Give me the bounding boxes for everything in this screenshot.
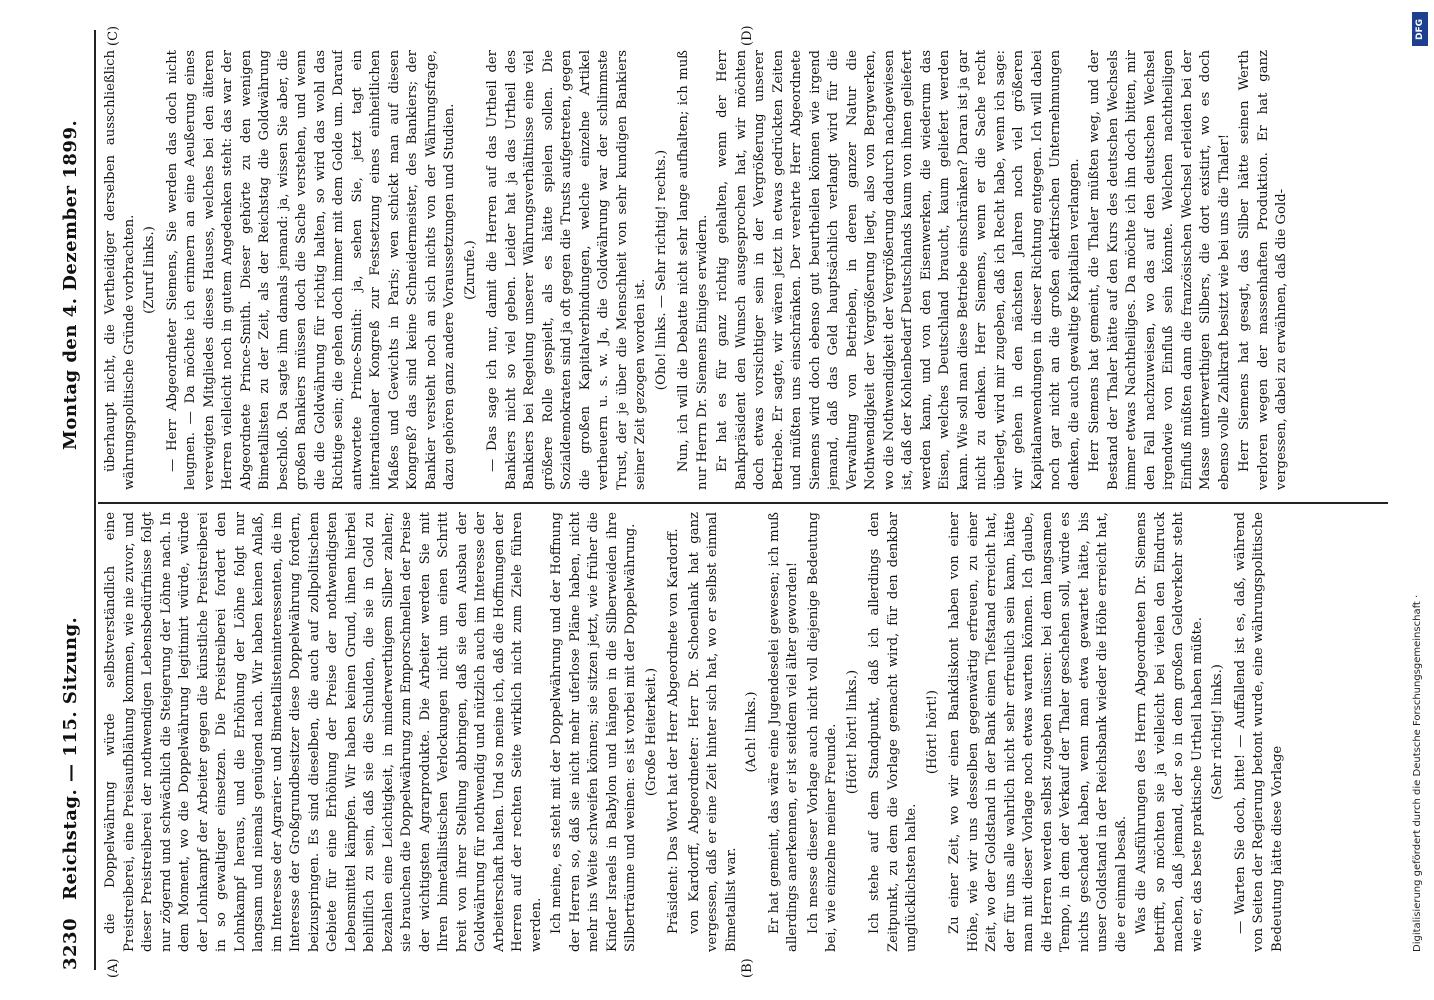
- digitization-stamp: [1410, 8, 1430, 998]
- dfg-logo-icon: DFG: [1412, 12, 1428, 46]
- page-number: 3230: [60, 917, 81, 970]
- paragraph: Herr Siemens hat gemeint, die Thaler müßten weg, und der Bestand der Thaler hätte auf den Kurs des deutschen Wechsels immer etwas Nachtheiliges. Da möchte ich ihn doch bitten, mir den Fall nachzuweisen, wo das auf den deutschen Wechsel irgendwie von Einfluß sein könnte. Welchen nachtheiligen Einfluß müßten dann die französischen Wechsel erleiden bei der Masse unterwerthigen Silbers, die dort existirt, wo es doch ebenso volle Zahlkraft besitzt wie bei uns die Thaler!: [1087, 50, 1232, 490]
- margin-letter-a: (A): [106, 958, 121, 978]
- paragraph: Was die Ausführungen des Herrn Abgeordneten Dr. Siemens betrifft, so möchten sie ja vielleicht bei vielen den Eindruck machen, daß jemand, der so in dem großen Geldverkehr steht wie er, das beste praktische Urtheil haben müßte.: [1134, 512, 1205, 952]
- interjection: (Hört! hört! links.): [844, 669, 860, 795]
- paragraph: Zu einer Zeit, wo wir einen Bankdiskont haben von einer Höhe, wie wir uns desselben gegenwärtig erfreuen, zu einer Zeit, wo der Goldstand in der Bank einen Tiefstand erreicht hat, der für uns alle wahrlich nicht sehr erfreulich sein kann, hätte man mit dieser Vorlage noch etwas warten können. Ich glaube, die Herren werden selbst zugeben müssen: bei dem langsamen Tempo, in dem der Verkauf der Thaler geschehen soll, würde es nichts geschadet haben, wenn man etwa gewartet hätte, bis unser Goldstand in der Reichsbank wieder die Höhe erreicht hat, die er einmal besaß.: [947, 512, 1129, 952]
- paragraph: — Warten Sie doch, bitte! — Auffallend ist es, daß, während von Seiten der Regierung betont wurde, eine währungspolitische Bedeutung hätte diese Vorlage: [1232, 512, 1285, 952]
- header-rule: [94, 30, 96, 970]
- paragraph: Präsident: Das Wort hat der Herr Abgeordnete von Kardorff.: [666, 528, 681, 934]
- session-title: Reichstag. — 115. Sitzung.: [60, 616, 81, 900]
- interjection: (Hört! hört!): [924, 689, 940, 775]
- paragraph: Ich meine, es steht mit der Doppelwährung und der Hoffnung der Herren so, daß sie nicht mehr uferlose Pläne haben, nicht mehr ins Weite schweifen können; sie sitzen jetzt, wie früher die Kinder Israels in Babylon und hängen in die Silberweiden ihre Silberträume und weinen: es ist vorbei mit der Doppelwährung.: [549, 512, 638, 952]
- paragraph: von Kardorff, Abgeordneter: Herr Dr. Schoenlank hat ganz vergessen, daß er eine Zeit hinter sich hat, wo er selbst einmal Bimetallist war.: [686, 512, 739, 952]
- digitization-credit: Digitalisierung gefördert durch die Deutsche Forschungsgemeinschaft ·: [1412, 594, 1423, 952]
- margin-letter-d: (D): [740, 25, 755, 46]
- margin-letter-b: (B): [740, 958, 755, 978]
- right-text-column: [102, 50, 1392, 490]
- paragraph: die Doppelwährung würde selbstverständlich eine Preistreiberei, eine Preisaufblähung kommen, wie nie zuvor, und dieser Preistreiberei der nothwendigen Lebensbedürfnisse folgt nur zögernd und schwächlich die Steigerung der Löhne nach. In dem Moment, wo die Doppelwährung legitimirt würde, würde der Lohnkampf der Arbeiter gegen die künstliche Preistreiberei in so gewaltiger einsetzen. Die Preistreiberei fordert den Lohnkampf heraus, und die Erhöhung der Löhne folgt nur langsam und niemals genügend nach. Wir haben keinen Anlaß, im Interesse der Agrarier- und Bimetallisteninteressenten, die im Interesse der Großgrundbesitzer diese Doppelwährung fordern, beizuspringen. Es sind dieselben, die auch auf zollpolitischem Gebiete für eine Erhöhung der Preise der nothwendigsten Lebensmittel kämpfen. Wir haben keinen Grund, ihnen hierbei behilflich zu sein, daß sie die Schulden, die sie in Gold zu bezahlen eine Leichtigkeit, in minderwerthigem Silber zahlen; sie brauchen die Doppelwährung zum Emporschnellen der Preise der wichtigsten Agrarprodukte. Die Arbeiter werden Sie mit Ihren bimetallistischen Verlockungen nicht um einen Schritt breit von ihrer Stellung abbringen, daß sie den Ausbau der Goldwährung für nothwendig und nützlich auch im Interesse der Arbeiterschaft halten. Und so meine ich, daß die Hoffnungen der Herren auf der rechten Seite wirklich nicht zum Ziele führen werden.: [103, 512, 544, 952]
- session-date: Montag den 4. Dezember 1899.: [60, 119, 81, 450]
- paragraph: Ich stehe auf dem Standpunkt, daß ich allerdings den Zeitpunkt, zu dem die Vorlage gemacht wird, für den denkbar unglücklichsten halte.: [867, 512, 919, 952]
- interjection: (Sehr richtig! links.): [1210, 664, 1225, 800]
- paragraph: überhaupt nicht, die Vertheidiger derselben ausschließlich währungspolitische Gründe vorbrachten.: [103, 50, 137, 490]
- interjection: (Zuruf links.): [142, 226, 157, 314]
- interjection: (Ach! links.): [744, 691, 759, 773]
- paragraph: Herr Siemens hat gesagt, das Silber hätte seinen Werth verloren wegen der massenhaften Produktion. Er hat ganz vergessen, dabei zu erwähnen, daß die Gold-: [1237, 50, 1289, 490]
- left-text-column: [102, 512, 1392, 952]
- paragraph: — Herr Abgeordneter Siemens, Sie werden das doch nicht leugnen. — Da möchte ich erinnern an eine Aeußerung eines verewigten Mitgliedes dieses Hauses, welches bei den älteren Herren vielleicht noch in gutem Angedenken steht: das war der Abgeordnete Prince-Smith. Dieser gehörte zu den wenigen Bimetallisten zu der Zeit, als der Reichstag die Goldwährung beschloß. Da sagte ihm damals jemand: ja, wissen Sie aber, die großen Bankiers müssen doch die Sache verstehen, und wenn die die Goldwährung für richtig halten, so wird das wohl das Richtige sein; die gehen doch immer mit dem Golde um. Darauf antwortete Prince-Smith: ja, sehen Sie, jetzt tagt ein internationaler Kongreß zur Festsetzung eines einheitlichen Maßes und Gewichts in Paris; wen schickt man auf diesen Kongreß? das sind keine Schneidermeister, des Bankiers; der Bankier versteht noch an sich nichts von der Währungsfrage, dazu gehören ganz andere Voraussetzungen und Studien.: [164, 50, 457, 490]
- interjection: (Oho! links. — Sehr richtig! rechts.): [653, 149, 669, 391]
- paragraph: Er hat gemeint, das wäre eine Jugendeselei gewesen; ich muß allerdings anerkennen, er ist seitdem viel älter geworden!: [766, 512, 800, 952]
- interjection: (Große Heiterkeit.): [643, 667, 659, 797]
- column-divider: [98, 502, 1388, 504]
- margin-letter-c: (C): [106, 25, 121, 46]
- interjection: (Zurufe.): [462, 240, 478, 300]
- paragraph: Er hat es für ganz richtig gehalten, wenn der Herr Bankpräsident den Wunsch ausgesprochen hat, wir möchten doch etwas vorsichtiger sein in der Vergrößerung unserer Betriebe. Er sagte, wir wären jetzt in etwas gedrückten Zeiten und müßten uns einschränken. Der verehrte Herr Abgeordnete Siemens wird doch ebenso gut beurtheilen können wie irgend jemand, daß das Geld hauptsächlich verlangt wird für die Verwaltung von Betrieben, in deren ganzer Natur die Nothwendigkeit der Vergrößerung liegt, also von Bergwerken, wo die Nothwendigkeit der Vergrößerung dadurch nachgewiesen ist, daß der Kohlenbedarf Deutschlands kaum von ihnen geliefert werden kann, und von den Eisenwerken, die wiederum das Eisen, welches Deutschland braucht, kaum geliefert werden kann. Wie soll man diese Betriebe einschränken? Daran ist ja gar nicht zu denken. Herr Siemens, wenn er die Sache recht überlegt, wird mir zugeben, daß ich Recht habe, wenn ich sage: wir gehen in den nächsten Jahren noch viel größeren Kapitalanwendungen in dieser Richtung entgegen. Ich will dabei noch gar nicht an die großen elektrischen Unternehmungen denken, die auch gewaltige Kapitalien verlangen.: [715, 50, 1082, 490]
- paragraph: Ich messe dieser Vorlage auch nicht voll diejenige Bedeutung bei, wie einzelne meiner Freunde.: [805, 512, 839, 952]
- paragraph: — Das sage ich nur, damit die Herren auf das Urtheil der Bankiers nicht so viel geben. Leider hat ja das Urtheil des Bankiers bei Regelung unserer Währungsverhältnisse eine viel größere Rolle gespielt, als es hätte spielen sollen. Die Sozialdemokraten sind ja oft gegen die Trusts aufgetreten, gegen die großen Kapitalverbindungen, welche einzelne Artikel vertheuern u. s. w. Ja, die Goldwährung war der schlimmste Trust, der je über die Menschheit von sehr kundigen Bankiers seiner Zeit gezogen worden ist.: [485, 50, 648, 490]
- paragraph: Nun, ich will die Debatte nicht sehr lange aufhalten; ich muß nur Herrn Dr. Siemens Einiges erwidern.: [676, 50, 710, 490]
